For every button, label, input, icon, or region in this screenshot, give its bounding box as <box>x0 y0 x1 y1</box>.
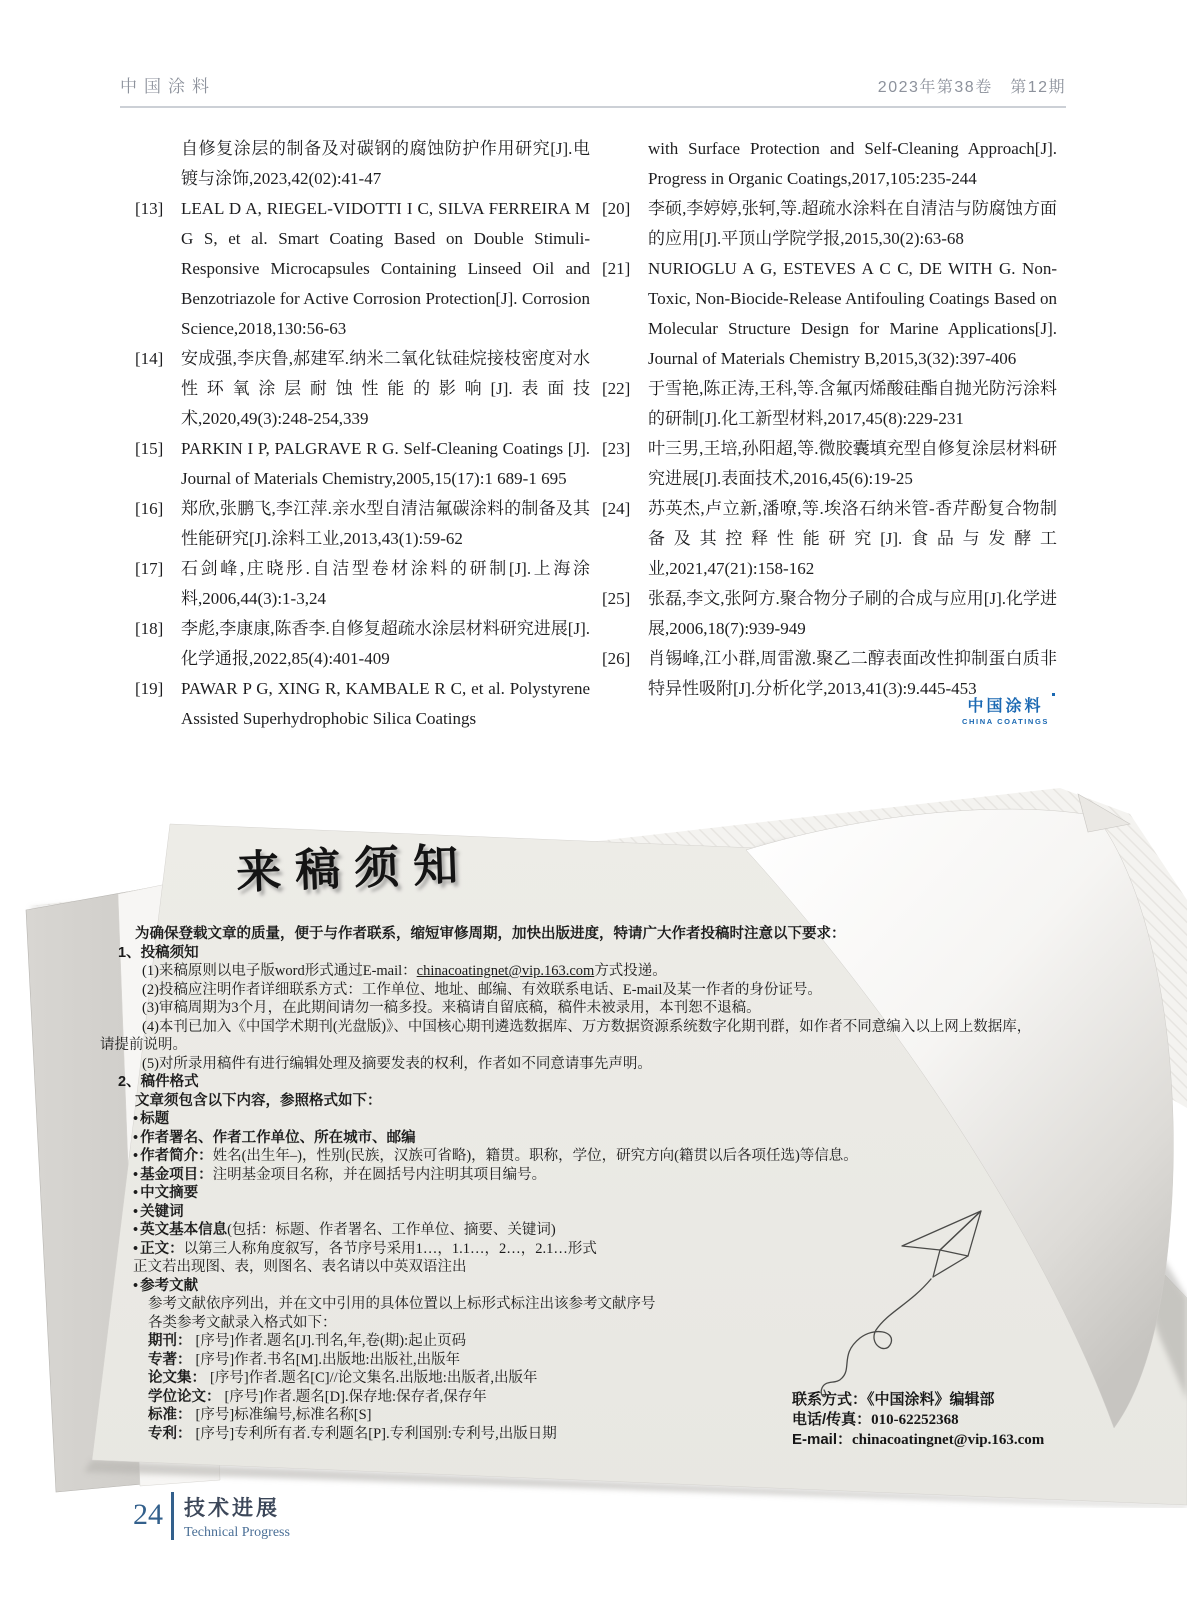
reference-text: 肖锡峰,江小群,周雷激.聚乙二醇表面改性抑制蛋白质非特异性吸附[J].分析化学,2013,41(3):9.445-453 <box>648 649 1057 698</box>
reference-item <box>135 194 590 344</box>
notice-item-4: (4)本刊已加入《中国学术期刊(光盘版)》、中国核心期刊遴选数据库、万方数据资源系统数字化期刊群，如作者不同意编入以上网上数据库， <box>142 1018 1032 1035</box>
notice-ref-note-1: 参考文献依序列出，并在文中引用的具体位置以上标形式标注出该参考文献序号 <box>148 1296 656 1312</box>
reference-text: LEAL D A, RIEGEL-VIDOTTI I C, SILVA FERREIRA M G S, et al. Smart Coating Based on Double Stimuli-Responsive Microcapsules Containing Linseed Oil and Benzotriazole for Active Corrosion Protection[J]. Corrosion Science,2018,130:56-63 <box>181 199 590 338</box>
notice-title: 来稿须知 <box>235 838 473 899</box>
reference-item <box>135 494 590 554</box>
reference-item <box>135 434 590 494</box>
reference-text: PAWAR P G, XING R, KAMBALE R C, et al. Polystyrene Assisted Superhydrophobic Silica Coatings <box>181 679 590 728</box>
contact-phone: 电话/传真：010-62252368 <box>792 1410 959 1428</box>
reference-label <box>135 134 181 194</box>
reference-label: [23] <box>602 439 631 458</box>
notice-bullet-references: • 参考文献 <box>100 1277 1130 1296</box>
reference-item <box>135 674 590 734</box>
reference-column-right <box>602 134 1057 734</box>
reference-column-left <box>135 134 590 734</box>
notice-item-4-wrap: 请提前说明。 <box>100 1037 187 1053</box>
reference-text: 苏英杰,卢立新,潘嘹,等.埃洛石纳米管-香芹酚复合物制备及其控释性能研究[J].食品与发酵工业,2021,47(21):158-162 <box>648 499 1057 578</box>
reference-text: 自修复涂层的制备及对碳钢的腐蚀防护作用研究[J].电镀与涂饰,2023,42(02):41-47 <box>181 139 590 188</box>
logo-subtitle: CHINA COATINGS <box>962 717 1049 726</box>
reference-text: 张磊,李文,张阿方.聚合物分子刷的合成与应用[J].化学进展,2006,18(7):939-949 <box>648 589 1057 638</box>
footer-divider <box>171 1492 174 1540</box>
notice-item-5: (5)对所录用稿件有进行编辑处理及摘要发表的权利，作者如不同意请事先声明。 <box>142 1055 652 1072</box>
reference-text: PARKIN I P, PALGRAVE R G. Self-Cleaning Coatings [J]. Journal of Materials Chemistry,2005,15(17):1 689-1 695 <box>181 439 590 488</box>
reference-item <box>602 374 1057 434</box>
contact-line: 联系方式：《中国涂料》编辑部 <box>792 1391 995 1408</box>
china-coatings-logo <box>962 693 1049 726</box>
page-footer <box>133 1492 290 1541</box>
logo-name: 中国涂料 <box>962 693 1049 716</box>
format-line-patent: 专利： [序号]专利所有者.专利题名[P].专利国别:专利号,出版日期 <box>148 1425 557 1442</box>
notice-bullet-keywords: • 关键词 <box>100 1203 1130 1222</box>
reference-item <box>602 254 1057 374</box>
reference-label: [13] <box>135 199 164 218</box>
notice-bullet-abstract: • 中文摘要 <box>100 1184 1130 1203</box>
notice-bullet-bio: • 作者简介：姓名(出生年–)，性别(民族，汉族可省略)，籍贯。职称，学位，研究方向(籍贯以后各项任选)等信息。 <box>100 1147 1130 1166</box>
reference-text: 叶三男,王培,孙阳超,等.微胶囊填充型自修复涂层材料研究进展[J].表面技术,2016,45(6):19-25 <box>648 439 1057 488</box>
notice-item-3: (3)审稿周期为3个月，在此期间请勿一稿多投。来稿请自留底稿，稿件未被录用，本刊恕不退稿。 <box>142 1000 761 1016</box>
reference-label: [24] <box>602 499 631 518</box>
format-line-journal: 期刊： [序号]作者.题名[J].刊名,年,卷(期):起止页码 <box>148 1333 467 1349</box>
notice-bullet-authors: • 作者署名、作者工作单位、所在城市、邮编 <box>100 1129 1130 1148</box>
notice-ref-note-2: 各类参考文献录入格式如下： <box>148 1314 337 1331</box>
item1-text: (1)来稿原则以电子版word形式通过E-mail： <box>142 963 417 979</box>
notice-section2-sub: 文章须包含以下内容，参照格式如下： <box>135 1092 382 1109</box>
reference-item <box>135 344 590 434</box>
reference-label: [14] <box>135 349 164 368</box>
reference-label: [18] <box>135 619 164 638</box>
reference-item <box>602 494 1057 584</box>
reference-text: 石剑峰,庄晓彤.自洁型卷材涂料的研制[J].上海涂料,2006,44(3):1-3,24 <box>181 559 590 608</box>
contact-info <box>792 1390 1044 1451</box>
notice-section2-heading: 2、稿件格式 <box>118 1074 199 1090</box>
journal-header <box>120 72 1066 108</box>
reference-text: 于雪艳,陈正涛,王科,等.含氟丙烯酸硅酯自抛光防污涂料的研制[J].化工新型材料,2017,45(8):229-231 <box>648 379 1057 428</box>
reference-text: 李彪,李康康,陈香李.自修复超疏水涂层材料研究进展[J].化学通报,2022,85(4):401-409 <box>181 619 590 668</box>
reference-item <box>135 614 590 674</box>
notice-bullet-fund: • 基金项目：注明基金项目名称，并在圆括号内注明其项目编号。 <box>100 1166 1130 1185</box>
issue-info: 2023年第38卷 第12期 <box>877 79 1066 96</box>
reference-item <box>602 584 1057 644</box>
contact-email: E-mail：chinacoatingnet@vip.163.com <box>792 1431 1045 1448</box>
reference-label: [26] <box>602 649 631 668</box>
reference-text: 安成强,李庆鲁,郝建军.纳米二氧化钛硅烷接枝密度对水性环氧涂层耐蚀性能的影响[J].表面技术,2020,49(3):248-254,339 <box>181 349 590 428</box>
reference-text: NURIOGLU A G, ESTEVES A C C, DE WITH G. Non-Toxic, Non-Biocide-Release Antifouling Coatings Based on Molecular Structure Design for Marine Applications[J]. Journal of Materials Chemistry B,2015,3(32):397-406 <box>648 259 1057 368</box>
item1-text-post: 方式投递。 <box>594 963 667 979</box>
section-title-en: Technical Progress <box>184 1525 290 1540</box>
reference-text: 李硕,李婷婷,张轲,等.超疏水涂料在自清洁与防腐蚀方面的应用[J].平顶山学院学报,2015,30(2):63-68 <box>648 199 1057 248</box>
notice-body <box>100 925 1130 1443</box>
notice-bullet-english: • 英文基本信息(包括：标题、作者署名、工作单位、摘要、关键词) <box>100 1221 1130 1240</box>
reference-item <box>602 194 1057 254</box>
format-line-thesis: 学位论文： [序号]作者.题名[D].保存地:保存者,保存年 <box>148 1388 487 1405</box>
reference-item <box>602 434 1057 494</box>
reference-item <box>135 554 590 614</box>
notice-bullet-bodytext: • 正文：以第三人称角度叙写，各节序号采用1…，1.1…，2…，2.1…形式 <box>100 1240 1130 1259</box>
reference-label: [15] <box>135 439 164 458</box>
reference-item <box>135 134 590 194</box>
reference-text: with Surface Protection and Self-Cleaning Approach[J]. Progress in Organic Coatings,2017,105:235-244 <box>648 139 1057 188</box>
page-number: 24 <box>133 1498 163 1531</box>
reference-label: [17] <box>135 559 164 578</box>
reference-label: [25] <box>602 589 631 608</box>
contact-email-link[interactable]: chinacoatingnet@vip.163.com <box>852 1432 1045 1448</box>
reference-label: [19] <box>135 679 164 698</box>
format-line-standard: 标准： [序号]标准编号,标准名称[S] <box>148 1407 372 1423</box>
submission-email-link[interactable]: chinacoatingnet@vip.163.com <box>416 963 595 979</box>
reference-item <box>602 134 1057 194</box>
notice-item-1 <box>100 962 1130 981</box>
reference-text: 郑欣,张鹏飞,李江萍.亲水型自清洁氟碳涂料的制备及其性能研究[J].涂料工业,2013,43(1):59-62 <box>181 499 590 548</box>
reference-label: [20] <box>602 199 631 218</box>
reference-label: [21] <box>602 259 631 278</box>
section-title-zh: 技术进展 <box>184 1497 280 1520</box>
journal-name: 中国涂料 <box>120 77 216 96</box>
notice-intro: 为确保登载文章的质量，便于与作者联系，缩短审修周期，加快出版进度，特请广大作者投稿时注意以下要求： <box>135 926 846 942</box>
reference-label: [22] <box>602 379 631 398</box>
notice-body-note: 正文若出现图、表，则图名、表名请以中英双语注出 <box>133 1259 467 1275</box>
notice-section1-heading: 1、投稿须知 <box>118 944 199 961</box>
submission-notice <box>0 778 1187 1508</box>
notice-bullet-title: • 标题 <box>100 1110 1130 1129</box>
format-line-monograph: 专著： [序号]作者.书名[M].出版地:出版社,出版年 <box>148 1351 461 1368</box>
reference-label: [16] <box>135 499 164 518</box>
references-section <box>135 134 1057 734</box>
reference-label <box>602 134 648 194</box>
format-line-proceedings: 论文集： [序号]作者.题名[C]//论文集名.出版地:出版者,出版年 <box>148 1370 538 1386</box>
notice-item-2: (2)投稿应注明作者详细联系方式：工作单位、地址、邮编、有效联系电话、E-mail及某一作者的身份证号。 <box>142 981 822 998</box>
